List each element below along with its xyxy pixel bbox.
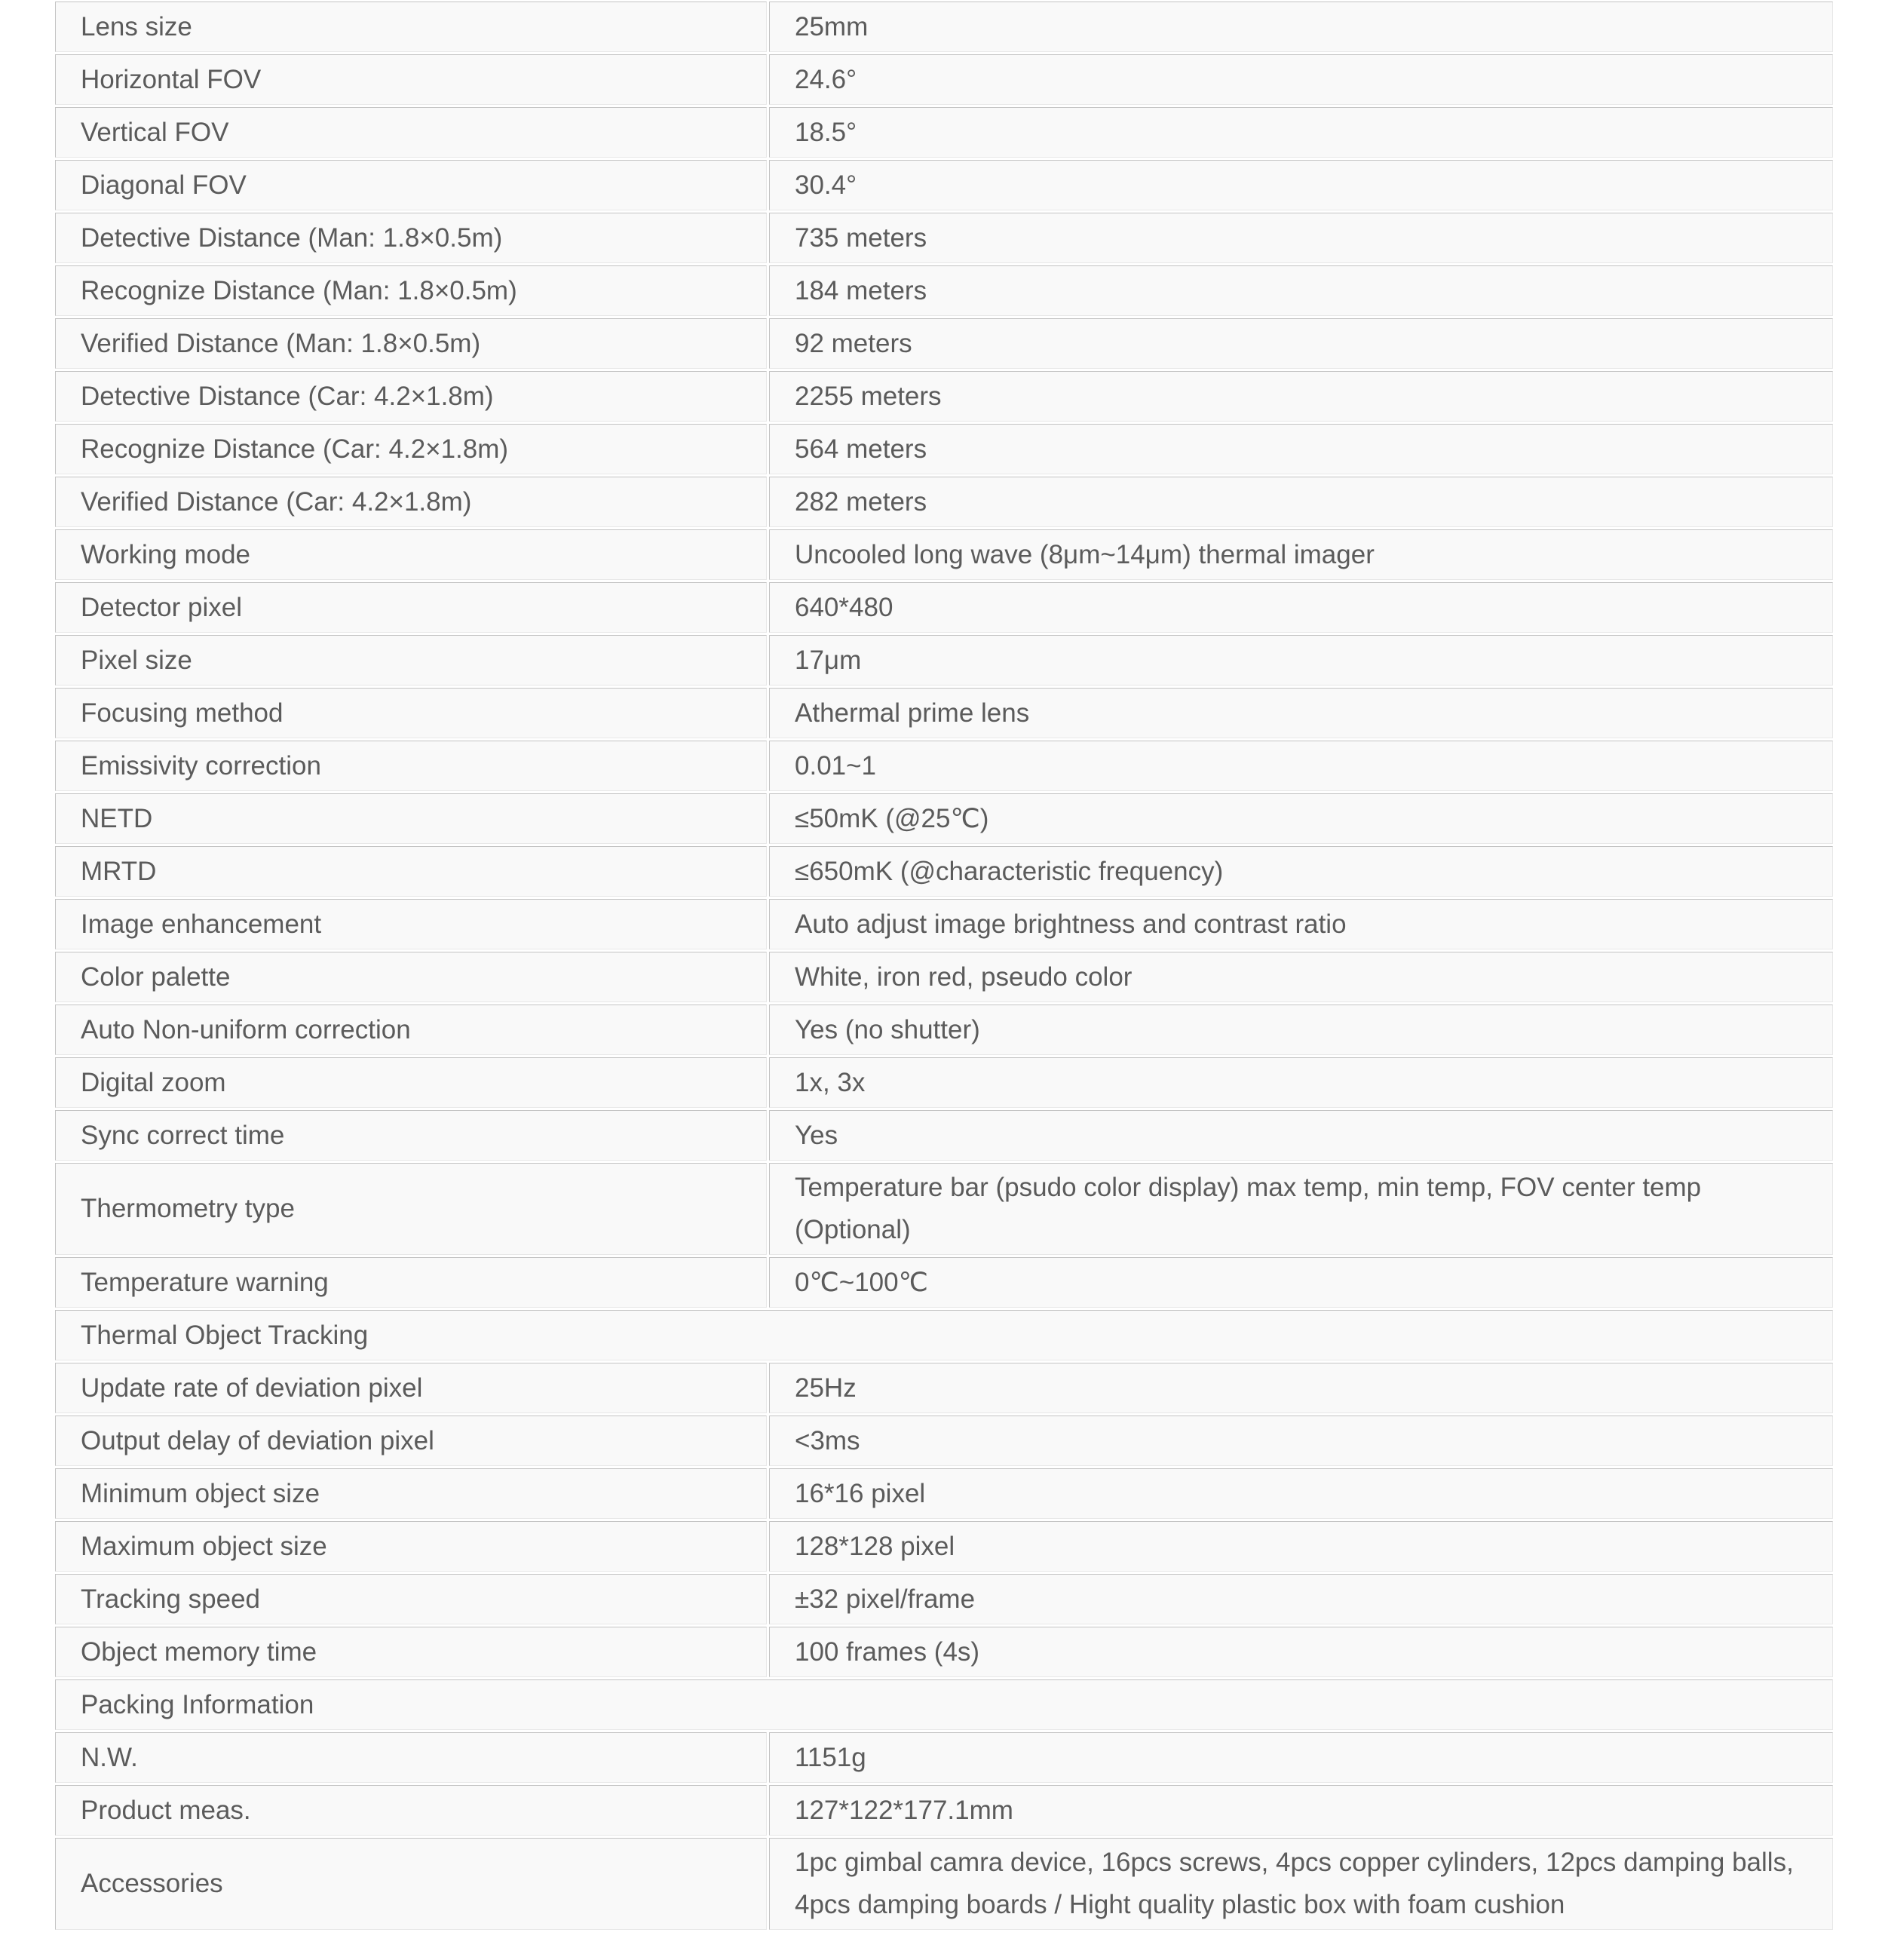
- spec-row: [55, 635, 1833, 686]
- spec-row: [55, 371, 1833, 422]
- spec-value: 25mm: [769, 2, 1833, 52]
- spec-label: Output delay of deviation pixel: [55, 1416, 767, 1466]
- spec-label: Minimum object size: [55, 1468, 767, 1519]
- spec-value: 1pc gimbal camra device, 16pcs screws, 4pcs copper cylinders, 12pcs damping balls, 4pcs damping boards / Hight quality plastic box with foam cushion: [769, 1838, 1833, 1930]
- spec-label: Digital zoom: [55, 1057, 767, 1108]
- spec-value: 16*16 pixel: [769, 1468, 1833, 1519]
- spec-row: [55, 1838, 1833, 1930]
- spec-value: Auto adjust image brightness and contrast ratio: [769, 899, 1833, 949]
- spec-label: Color palette: [55, 952, 767, 1002]
- spec-row: [55, 741, 1833, 791]
- spec-label: Vertical FOV: [55, 107, 767, 158]
- spec-value: 1x, 3x: [769, 1057, 1833, 1108]
- spec-row: [55, 1257, 1833, 1308]
- section-header: Packing Information: [55, 1679, 1833, 1730]
- spec-value: 184 meters: [769, 265, 1833, 316]
- spec-row: [55, 1163, 1833, 1255]
- spec-label: Product meas.: [55, 1785, 767, 1836]
- specification-table: [53, 0, 1835, 1932]
- spec-label: Diagonal FOV: [55, 160, 767, 210]
- section-row: [55, 1310, 1833, 1360]
- spec-label: Maximum object size: [55, 1521, 767, 1572]
- spec-row: [55, 1363, 1833, 1413]
- spec-value: 128*128 pixel: [769, 1521, 1833, 1572]
- spec-value: ≤50mK (@25℃): [769, 793, 1833, 844]
- spec-value: 18.5°: [769, 107, 1833, 158]
- spec-value: Yes (no shutter): [769, 1005, 1833, 1055]
- spec-label: Sync correct time: [55, 1110, 767, 1161]
- section-row: [55, 1679, 1833, 1730]
- spec-row: [55, 424, 1833, 474]
- spec-value: 640*480: [769, 582, 1833, 633]
- spec-row: [55, 318, 1833, 369]
- spec-value: 127*122*177.1mm: [769, 1785, 1833, 1836]
- spec-row: [55, 160, 1833, 210]
- spec-value: 17μm: [769, 635, 1833, 686]
- spec-row: [55, 2, 1833, 52]
- spec-value: Athermal prime lens: [769, 688, 1833, 738]
- spec-row: [55, 1521, 1833, 1572]
- spec-label: Lens size: [55, 2, 767, 52]
- spec-value: 2255 meters: [769, 371, 1833, 422]
- spec-label: Emissivity correction: [55, 741, 767, 791]
- spec-label: Detective Distance (Car: 4.2×1.8m): [55, 371, 767, 422]
- spec-label: Update rate of deviation pixel: [55, 1363, 767, 1413]
- spec-value: White, iron red, pseudo color: [769, 952, 1833, 1002]
- spec-label: Pixel size: [55, 635, 767, 686]
- spec-value: 100 frames (4s): [769, 1627, 1833, 1677]
- spec-label: Focusing method: [55, 688, 767, 738]
- spec-value: Uncooled long wave (8μm~14μm) thermal imager: [769, 529, 1833, 580]
- spec-label: NETD: [55, 793, 767, 844]
- spec-label: Recognize Distance (Car: 4.2×1.8m): [55, 424, 767, 474]
- spec-value: Temperature bar (psudo color display) max temp, min temp, FOV center temp (Optional): [769, 1163, 1833, 1255]
- spec-row: [55, 477, 1833, 527]
- spec-value: 735 meters: [769, 213, 1833, 263]
- spec-row: [55, 265, 1833, 316]
- spec-row: [55, 1468, 1833, 1519]
- spec-value: Yes: [769, 1110, 1833, 1161]
- spec-value: 0℃~100℃: [769, 1257, 1833, 1308]
- spec-row: [55, 1627, 1833, 1677]
- spec-value: 564 meters: [769, 424, 1833, 474]
- spec-value: 25Hz: [769, 1363, 1833, 1413]
- spec-row: [55, 1005, 1833, 1055]
- spec-label: Temperature warning: [55, 1257, 767, 1308]
- spec-label: Thermometry type: [55, 1163, 767, 1255]
- spec-label: Object memory time: [55, 1627, 767, 1677]
- spec-value: 30.4°: [769, 160, 1833, 210]
- spec-label: Working mode: [55, 529, 767, 580]
- spec-table-body: [55, 2, 1833, 1930]
- spec-row: [55, 1416, 1833, 1466]
- spec-value: ±32 pixel/frame: [769, 1574, 1833, 1624]
- spec-row: [55, 213, 1833, 263]
- spec-row: [55, 846, 1833, 897]
- section-header: Thermal Object Tracking: [55, 1310, 1833, 1360]
- spec-label: Recognize Distance (Man: 1.8×0.5m): [55, 265, 767, 316]
- spec-value: 1151g: [769, 1732, 1833, 1783]
- spec-value: 24.6°: [769, 54, 1833, 105]
- spec-row: [55, 952, 1833, 1002]
- spec-row: [55, 54, 1833, 105]
- spec-label: Accessories: [55, 1838, 767, 1930]
- spec-value: 0.01~1: [769, 741, 1833, 791]
- spec-row: [55, 529, 1833, 580]
- spec-row: [55, 899, 1833, 949]
- spec-label: Detective Distance (Man: 1.8×0.5m): [55, 213, 767, 263]
- spec-label: Tracking speed: [55, 1574, 767, 1624]
- spec-row: [55, 1574, 1833, 1624]
- spec-label: Auto Non-uniform correction: [55, 1005, 767, 1055]
- spec-row: [55, 1057, 1833, 1108]
- spec-value: <3ms: [769, 1416, 1833, 1466]
- spec-row: [55, 1732, 1833, 1783]
- spec-row: [55, 688, 1833, 738]
- spec-value: ≤650mK (@characteristic frequency): [769, 846, 1833, 897]
- spec-label: Verified Distance (Man: 1.8×0.5m): [55, 318, 767, 369]
- spec-label: N.W.: [55, 1732, 767, 1783]
- spec-row: [55, 107, 1833, 158]
- spec-label: Verified Distance (Car: 4.2×1.8m): [55, 477, 767, 527]
- spec-label: Horizontal FOV: [55, 54, 767, 105]
- spec-value: 92 meters: [769, 318, 1833, 369]
- spec-value: 282 meters: [769, 477, 1833, 527]
- spec-label: Image enhancement: [55, 899, 767, 949]
- spec-row: [55, 793, 1833, 844]
- spec-row: [55, 1110, 1833, 1161]
- spec-row: [55, 582, 1833, 633]
- spec-label: MRTD: [55, 846, 767, 897]
- spec-label: Detector pixel: [55, 582, 767, 633]
- spec-row: [55, 1785, 1833, 1836]
